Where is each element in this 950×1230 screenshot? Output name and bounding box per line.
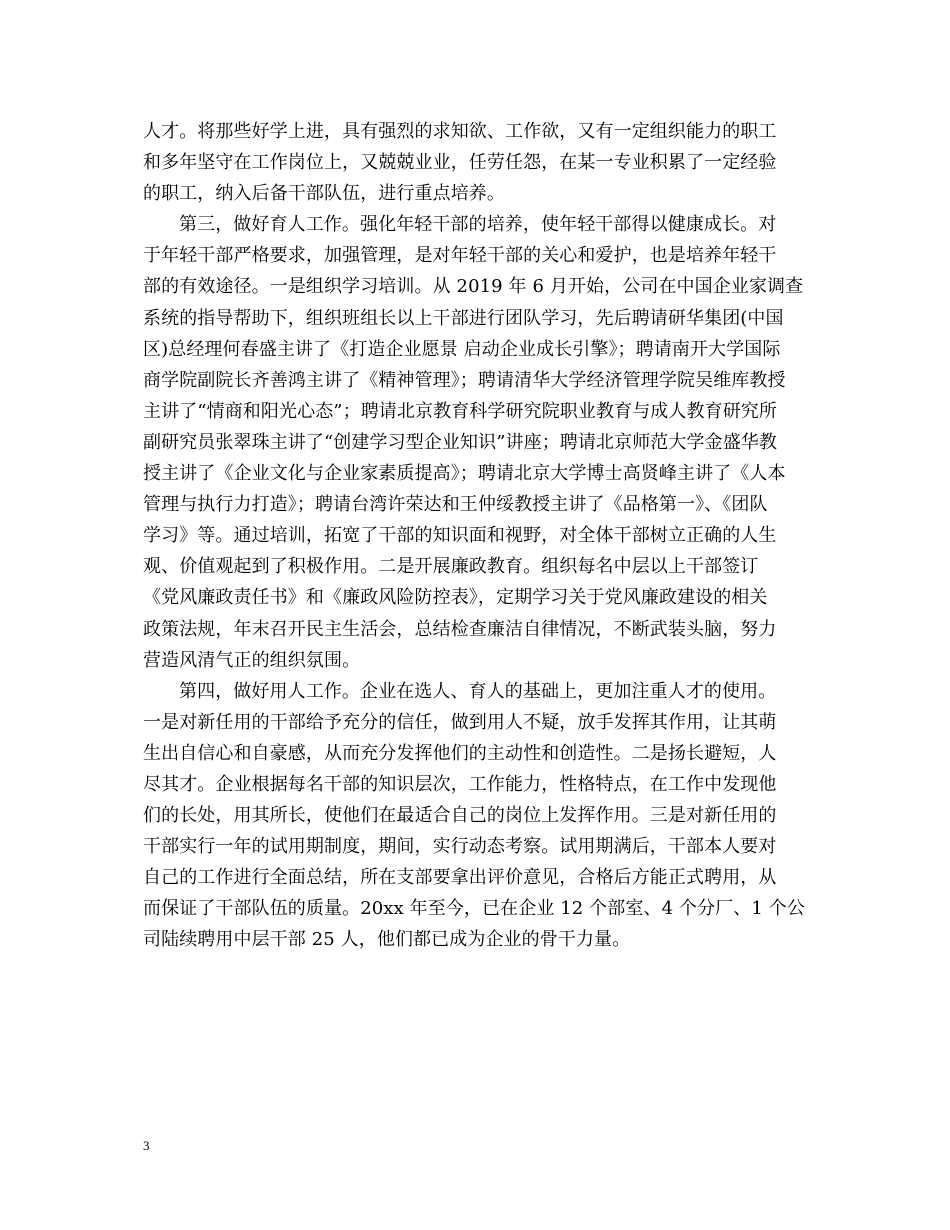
text-line: 授主讲了《企业文化与企业家素质提高》；聘请北京大学博士高贤峰主讲了《人本 [143, 463, 786, 485]
text-line: 管理与执行力打造》；聘请台湾许荣达和王仲绥教授主讲了《品格第一》、《团队 [143, 494, 768, 516]
text-line: 于年轻干部严格要求，加强管理，是对年轻干部的关心和爱护，也是培养年轻干 [143, 245, 777, 267]
text-line: 商学院副院长齐善鸿主讲了《精神管理》；聘请清华大学经济管理学院吴维库教授 [143, 369, 786, 391]
text-line: 系统的指导帮助下，组织班组长以上干部进行团队学习，先后聘请研华集团(中国 [143, 307, 784, 329]
text-line: 尽其才。企业根据每名干部的知识层次，工作能力，性格特点，在工作中发现他 [143, 773, 777, 795]
text-line: 部的有效途径。一是组织学习培训。从 2019 年 6 月开始，公司在中国企业家调查 [143, 276, 804, 298]
text-line: 和多年坚守在工作岗位上，又兢兢业业，任劳任怨，在某一专业积累了一定经验 [143, 152, 777, 174]
text-line: 们的长处，用其所长，使他们在最适合自己的岗位上发挥作用。三是对新任用的 [143, 805, 777, 827]
text-line: 副研究员张翠珠主讲了“创建学习型企业知识”讲座；聘请北京师范大学金盛华教 [143, 431, 778, 453]
text-line: 的职工，纳入后备干部队伍，进行重点培养。 [143, 183, 505, 205]
text-line: 区)总经理何春盛主讲了《打造企业愿景 启动企业成长引擎》；聘请南开大学国际 [143, 338, 781, 360]
text-line: 学习》等。通过培训，拓宽了干部的知识面和视野，对全体干部树立正确的人生 [143, 525, 777, 547]
text-line: 政策法规，年末召开民主生活会，总结检查廉洁自律情况，不断武装头脑，努力 [143, 618, 777, 640]
text-line: 人才。将那些好学上进，具有强烈的求知欲、工作欲，又有一定组织能力的职工 [143, 121, 777, 142]
text-line: 营造风清气正的组织氛围。 [143, 649, 361, 671]
text-line: 干部实行一年的试用期制度，期间，实行动态考察。试用期满后，干部本人要对 [143, 836, 777, 858]
text-line: 司陆续聘用中层干部 25 人，他们都已成为企业的骨干力量。 [143, 929, 631, 951]
text-line: 一是对新任用的干部给予充分的信任，做到用人不疑，放手发挥其作用，让其萌 [143, 711, 777, 733]
page-number: 3 [143, 1138, 150, 1153]
text-line: 而保证了干部队伍的质量。20xx 年至今，已在企业 12 个部室、4 个分厂、1 个公 [143, 898, 805, 920]
text-line: 自己的工作进行全面总结，所在支部要拿出评价意见，合格后方能正式聘用，从 [143, 867, 777, 889]
paragraph-start-line: 第四，做好用人工作。企业在选人、育人的基础上，更加注重人才的使用。 [179, 680, 777, 702]
text-line: 观、价值观起到了积极作用。二是开展廉政教育。组织每名中层以上干部签订 [143, 556, 759, 578]
document-body [143, 116, 811, 956]
text-line: 《党风廉政责任书》和《廉政风险防控表》，定期学习关于党风廉政建设的相关 [143, 587, 768, 609]
text-line: 生出自信心和自豪感，从而充分发挥他们的主动性和创造性。二是扬长避短，人 [143, 742, 777, 764]
text-line: 主讲了“情商和阳光心态”；聘请北京教育科学研究院职业教育与成人教育研究所 [143, 400, 778, 422]
paragraph-start-line: 第三，做好育人工作。强化年轻干部的培养，使年轻干部得以健康成长。对 [179, 214, 777, 236]
